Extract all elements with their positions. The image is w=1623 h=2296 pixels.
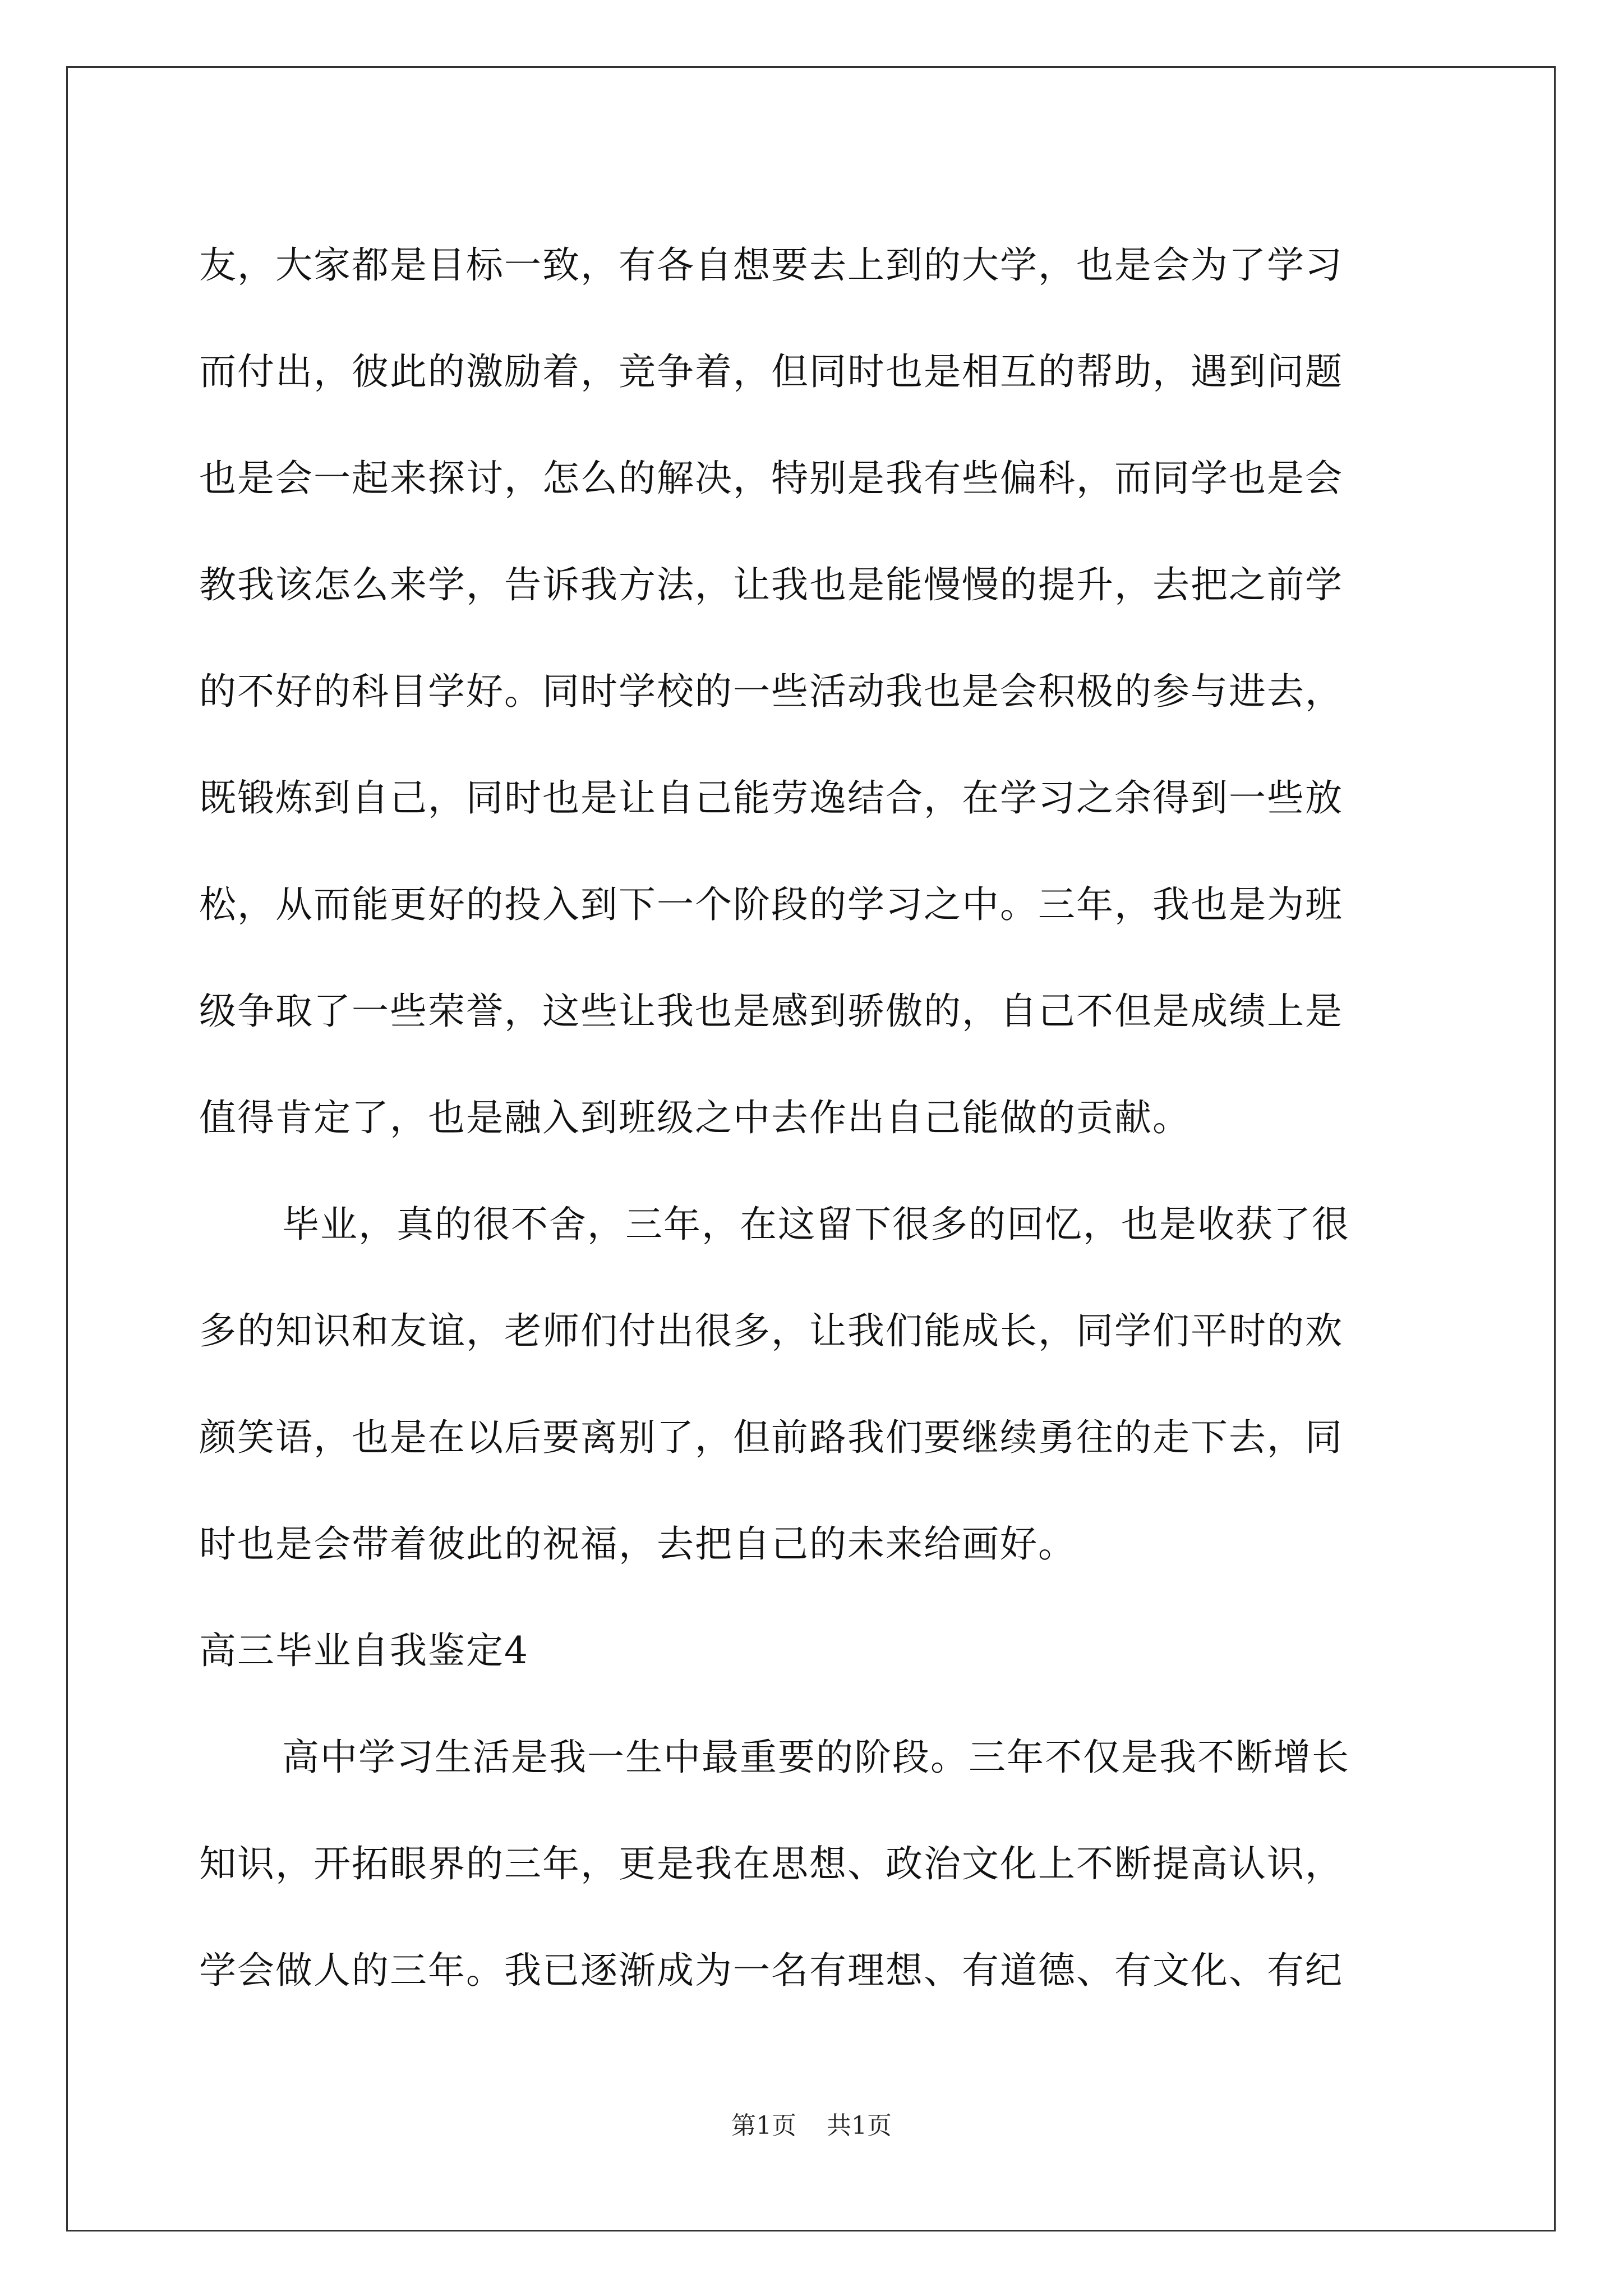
body-line: 友，大家都是目标一致，有各自想要去上到的大学，也是会为了学习 (199, 243, 1343, 287)
paragraph-start-line: 毕业，真的很不舍，三年，在这留下很多的回忆，也是收获了很 (282, 1203, 1350, 1246)
body-line: 的不好的科目学好。同时学校的一些活动我也是会积极的参与进去， (199, 670, 1343, 713)
body-line: 也是会一起来探讨，怎么的解决，特别是我有些偏科，而同学也是会 (199, 457, 1343, 500)
body-line: 多的知识和友谊，老师们付出很多，让我们能成长，同学们平时的欢 (199, 1309, 1343, 1352)
body-line: 而付出，彼此的激励着，竞争着，但同时也是相互的帮助，遇到问题 (199, 350, 1343, 393)
page-footer (0, 2109, 1623, 2143)
paragraph-start-line: 高中学习生活是我一生中最重要的阶段。三年不仅是我不断增长 (282, 1736, 1350, 1779)
body-line: 时也是会带着彼此的祝福，去把自己的未来给画好。 (199, 1522, 1076, 1566)
body-line: 颜笑语，也是在以后要离别了，但前路我们要继续勇往的走下去，同 (199, 1416, 1343, 1459)
page-total: 共1页 (827, 2111, 892, 2140)
body-line: 教我该怎么来学，告诉我方法，让我也是能慢慢的提升，去把之前学 (199, 563, 1343, 606)
body-line: 松，从而能更好的投入到下一个阶段的学习之中。三年，我也是为班 (199, 883, 1343, 926)
body-line: 知识，开拓眼界的三年，更是我在思想、政治文化上不断提高认识， (199, 1842, 1343, 1885)
body-line: 既锻炼到自己，同时也是让自己能劳逸结合，在学习之余得到一些放 (199, 776, 1343, 820)
document-body (199, 212, 1433, 2024)
body-line: 学会做人的三年。我已逐渐成为一名有理想、有道德、有文化、有纪 (199, 1949, 1343, 1992)
body-line: 值得肯定了，也是融入到班级之中去作出自己能做的贡献。 (199, 1096, 1191, 1139)
page-number: 第1页 (731, 2111, 796, 2140)
section-heading: 高三毕业自我鉴定4 (199, 1629, 529, 1672)
body-line: 级争取了一些荣誉，这些让我也是感到骄傲的，自己不但是成绩上是 (199, 990, 1343, 1033)
